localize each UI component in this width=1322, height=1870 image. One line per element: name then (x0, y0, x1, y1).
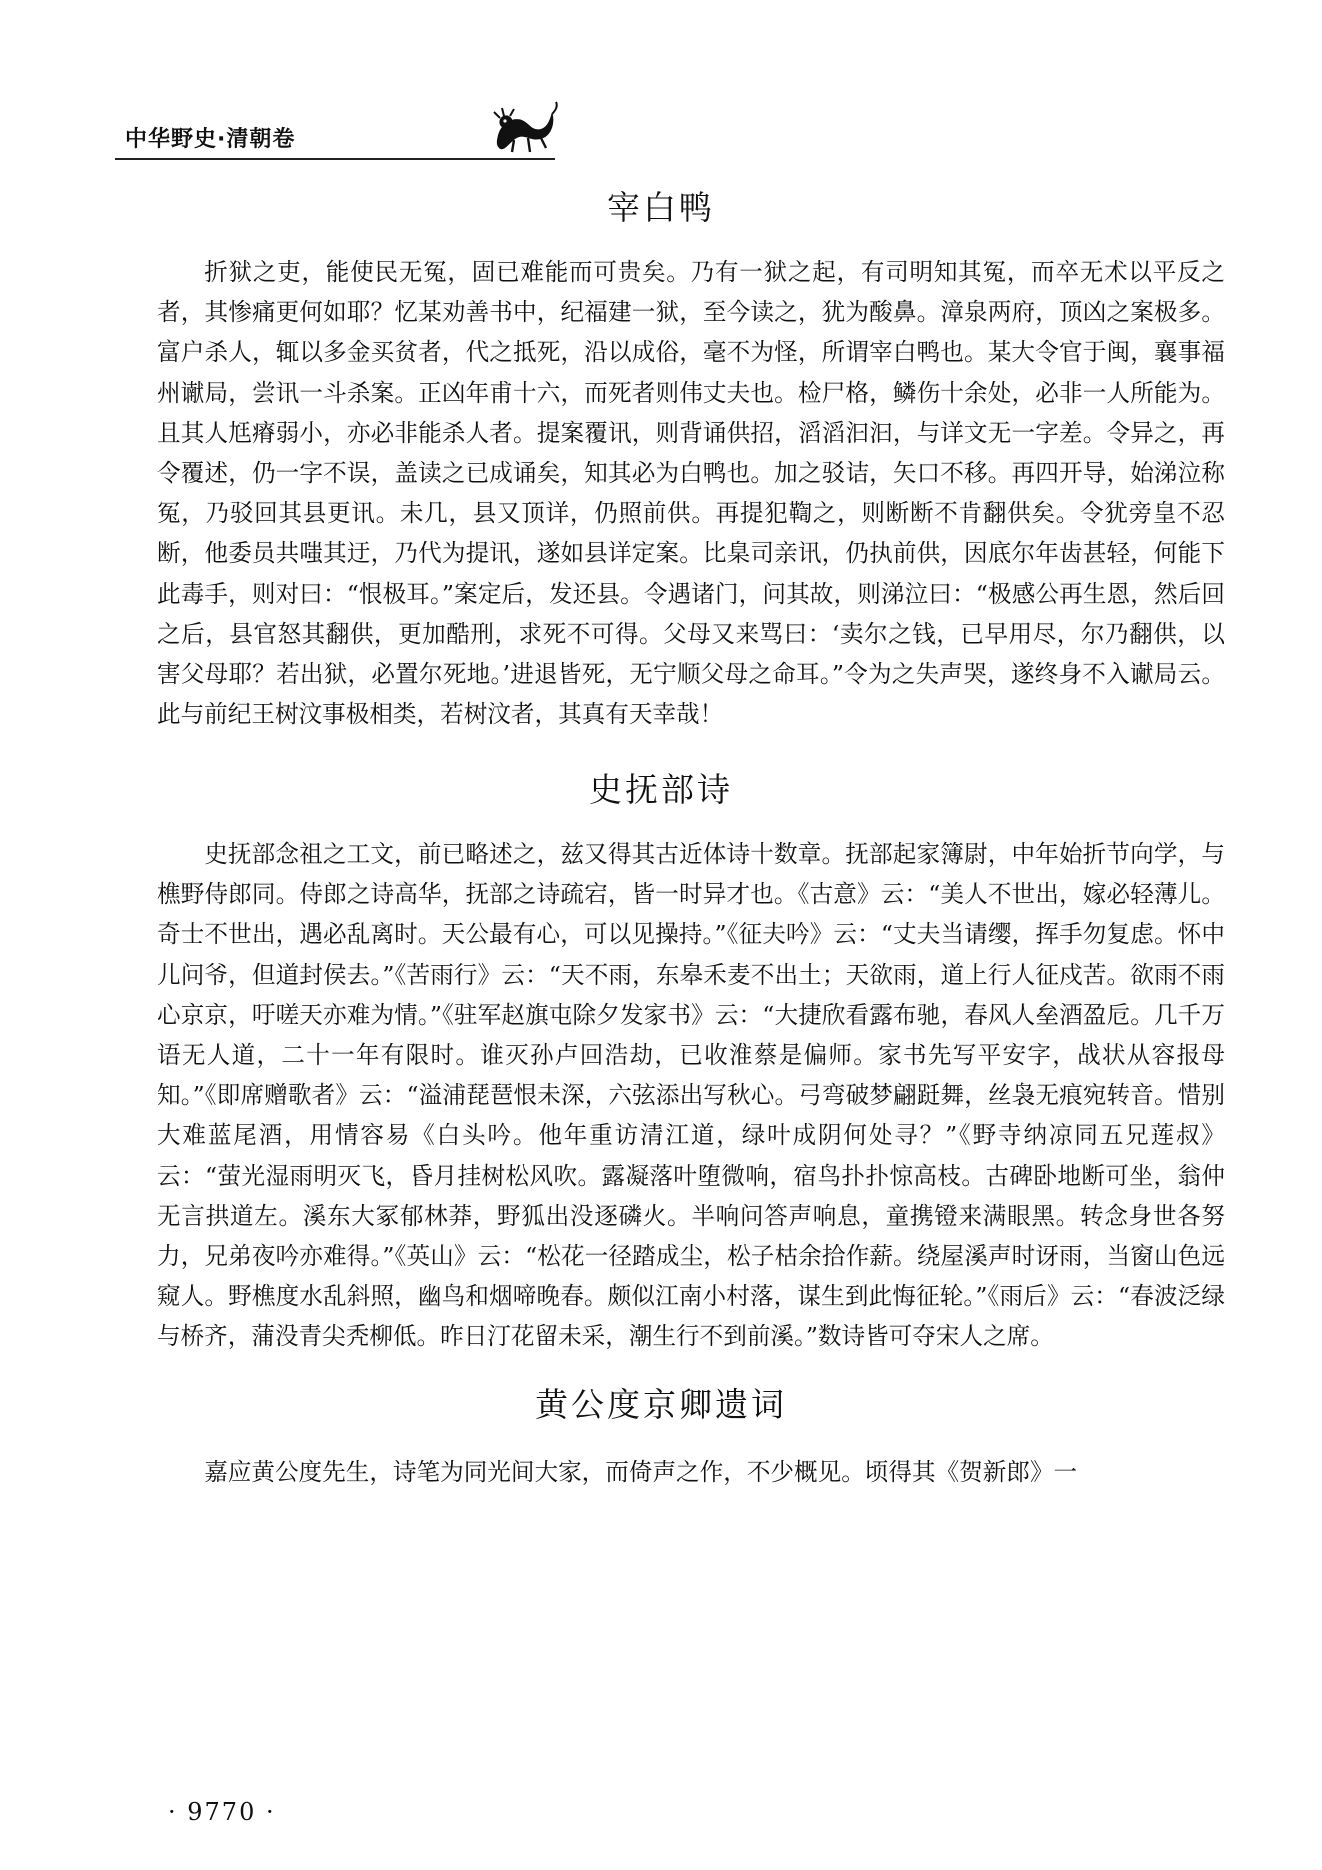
section-title-1: 宰白鸭 (607, 188, 715, 227)
running-head (115, 100, 555, 158)
book-title: 中华野史·清朝卷 (125, 127, 296, 152)
section-title-2: 史抚部诗 (589, 770, 733, 809)
section-body-3: 嘉应黄公度先生，诗笔为同光间大家，而倚声之作，不少概见。顷得其《贺新郎》一 (204, 1458, 1078, 1486)
section-body-1: 折狱之吏，能使民无冤，固已难能而可贵矣。乃有一狱之起，有司明知其冤，而卒无术以平反之者，其惨痛更何如耶？忆某劝善书中，纪福建一狱，至今读之，犹为酸鼻。漳泉两府，顶凶之案极多。富户杀人，辄以多金买贫者，代之抵死，沿以成俗，毫不为怪，所谓宰白鸭也。某大令官于闽，襄事福州谳局，尝讯一斗杀案。正凶年甫十六，而死者则伟丈夫也。检尸格，鳞伤十余处，必非一人所能为。且其人尪瘠弱小，亦必非能杀人者。提案覆讯，则背诵供招，滔滔汩汩，与详文无一字差。令异之，再令覆述，仍一字不误，盖读之已成诵矣，知其必为白鸭也。加之驳诘，矢口不移。再四开导，始涕泣称冤，乃驳回其县更讯。未几，县又顶详，仍照前供。再提犯鞫之，则断断不肯翻供矣。令犹旁皇不忍断，他委员共嗤其迂，乃代为提讯，遂如县详定案。比臬司亲讯，仍执前供，因底尔年齿甚轻，何能下此毒手，则对曰：“恨极耳。”案定后，发还县。令遇诸门，问其故，则涕泣曰：“极感公再生恩，然后回之后，县官怒其翻供，更加酷刑，求死不可得。父母又来骂曰：‘卖尔之钱，已早用尽，尔乃翻供，以害父母耶？若出狱，必置尔死地。’进退皆死，无宁顺父母之命耳。”令为之失声哭，遂终身不入谳局云。此与前纪王树汶事极相类，若树汶者，其真有天幸哉！ (157, 258, 1225, 729)
section-body-2: 史抚部念祖之工文，前已略述之，兹又得其古近体诗十数章。抚部起家簿尉，中年始折节向学，与樵野侍郎同。侍郎之诗高华，抚部之诗疏宕，皆一时异才也。《古意》云：“美人不世出，嫁必轻薄儿。奇士不世出，遇必乱离时。天公最有心，可以见操持。”《征夫吟》云：“丈夫当请缨，挥手勿复虑。怀中儿问爷，但道封侯去。”《苦雨行》云：“天不雨，东皋禾麦不出土；天欲雨，道上行人征戍苦。欲雨不雨心京京，吁嗟天亦难为情。”《驻军赵旗屯除夕发家书》云：“大捷欣看露布驰，春风人垒酒盈卮。几千万语无人道，二十一年有限时。谁灭孙卢回浩劫，已收淮蔡是偏师。家书先写平安字，战状从容报母知。”《即席赠歌者》云：“溢浦琵琶恨未深，六弦添出写秋心。弓弯破梦翩跹舞，丝袅无痕宛转音。惜别大难蓝尾酒，用情容易《白头吟。他年重访清江道，绿叶成阴何处寻？”《野寺纳凉同五兄莲叔》云：“萤光湿雨明灭飞，昏月挂树松风吹。露凝落叶堕微响，宿鸟扑扑惊高枝。古碑卧地断可坐，翁仲无言拱道左。溪东大冢郁林莽，野狐出没逐磷火。半响问答声响息，童携镫来满眼黑。转念身世各努力，兄弟夜吟亦难得。”《英山》云：“松花一径踏成尘，松子枯余拾作薪。绕屋溪声时讶雨，当窗山色远窥人。野樵度水乱斜照，幽鸟和烟啼晚春。颇似江南小村落，谋生到此悔征轮。”《雨后》云：“春波泛绿与桥齐，蒲没青尖秃柳低。昨日汀花留未采，潮生行不到前溪。”数诗皆可夺宋人之席。 (157, 840, 1225, 1351)
dragon-icon (490, 100, 560, 156)
section-title-3: 黄公度京卿遗词 (535, 1385, 787, 1424)
page-number: · 9770 · (168, 1798, 276, 1826)
header-rule (115, 158, 555, 160)
